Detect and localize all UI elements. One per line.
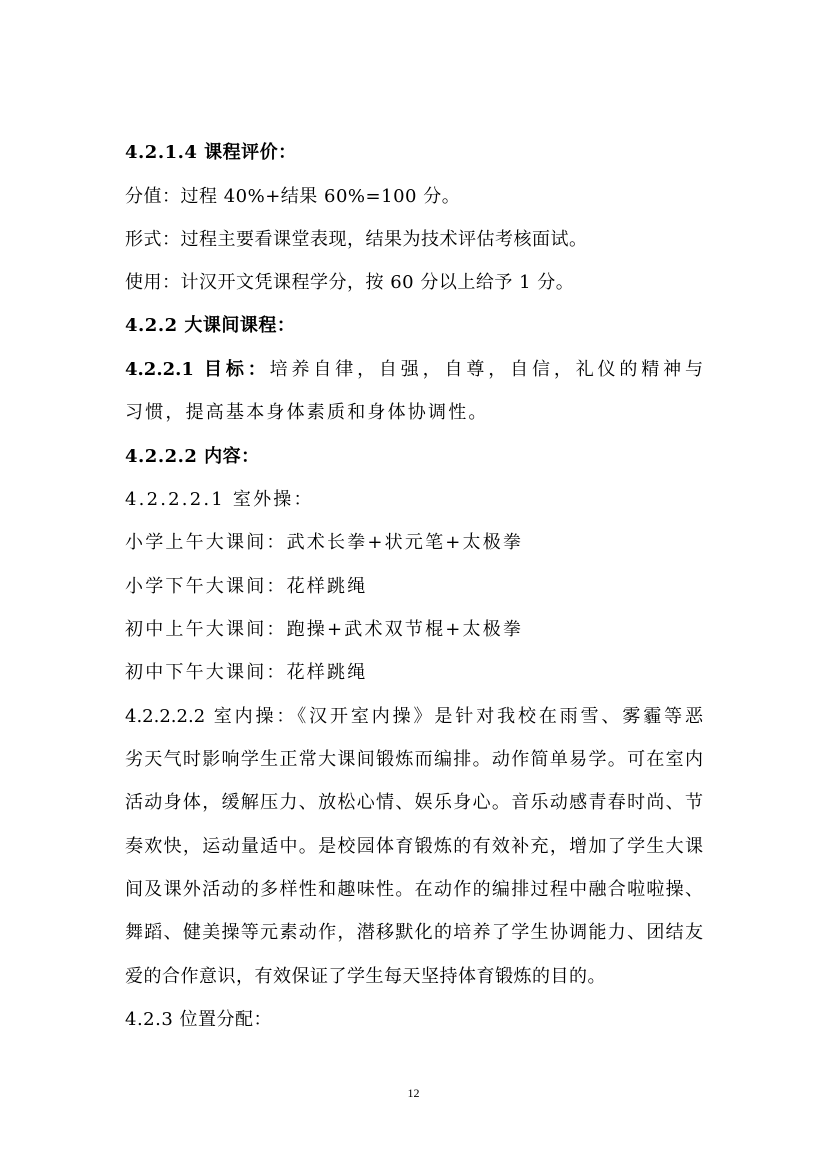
paragraph-usage: 使用：计汉开文凭课程学分，按 60 分以上给予 1 分。 xyxy=(125,272,575,293)
list-item-primary-afternoon: 小学下午大课间：花样跳绳 xyxy=(125,576,368,597)
list-item-junior-morning: 初中上午大课间：跑操+武术双节棍+太极拳 xyxy=(125,619,524,640)
section-heading-4-2-2-1: 4.2.2.1 目标： xyxy=(125,359,270,380)
subsection-outdoor-exercise: 4.2.2.2.1 室外操： xyxy=(125,489,314,510)
paragraph-goal-line-2: 习惯，提高基本身体素质和身体协调性。 xyxy=(125,402,489,423)
section-heading-4-2-1-4: 4.2.1.4 课程评价： xyxy=(125,142,297,163)
paragraph-indoor-line-4: 奏欢快，运动量适中。是校园体育锻炼的有效补充，增加了学生大课 xyxy=(125,836,703,857)
section-heading-4-2-2-2: 4.2.2.2 内容： xyxy=(125,446,260,467)
paragraph-indoor-line-5: 间及课外活动的多样性和趣味性。在动作的编排过程中融合啦啦操、 xyxy=(125,879,703,900)
paragraph-indoor-line-1: 4.2.2.2.2 室内操：《汉开室内操》是针对我校在雨雪、雾霾等恶 xyxy=(125,706,703,727)
paragraph-score: 分值：过程 40%+结果 60%=100 分。 xyxy=(125,186,461,207)
paragraph-indoor-line-2: 劣天气时影响学生正常大课间锻炼而编排。动作简单易学。可在室内 xyxy=(125,749,703,770)
list-item-junior-afternoon: 初中下午大课间：花样跳绳 xyxy=(125,662,368,683)
paragraph-form: 形式：过程主要看课堂表现，结果为技术评估考核面试。 xyxy=(125,229,588,250)
paragraph-goal-line-1 xyxy=(125,358,703,382)
paragraph-indoor-line-6: 舞蹈、健美操等元素动作，潜移默化的培养了学生协调能力、团结友 xyxy=(125,922,703,943)
list-item-primary-morning: 小学上午大课间：武术长拳+状元笔+太极拳 xyxy=(125,532,524,553)
page-number: 12 xyxy=(407,1086,420,1100)
section-heading-4-2-2: 4.2.2 大课间课程： xyxy=(125,315,296,336)
paragraph-indoor-line-3: 活动身体，缓解压力、放松心情、娱乐身心。音乐动感青春时尚、节 xyxy=(125,792,703,813)
paragraph-indoor-line-7: 爱的合作意识，有效保证了学生每天坚持体育锻炼的目的。 xyxy=(125,966,606,987)
paragraph-goal-text: 培养自律，自强，自尊，自信，礼仪的精神与 xyxy=(269,359,704,380)
section-heading-4-2-3: 4.2.3 位置分配： xyxy=(125,1009,273,1030)
